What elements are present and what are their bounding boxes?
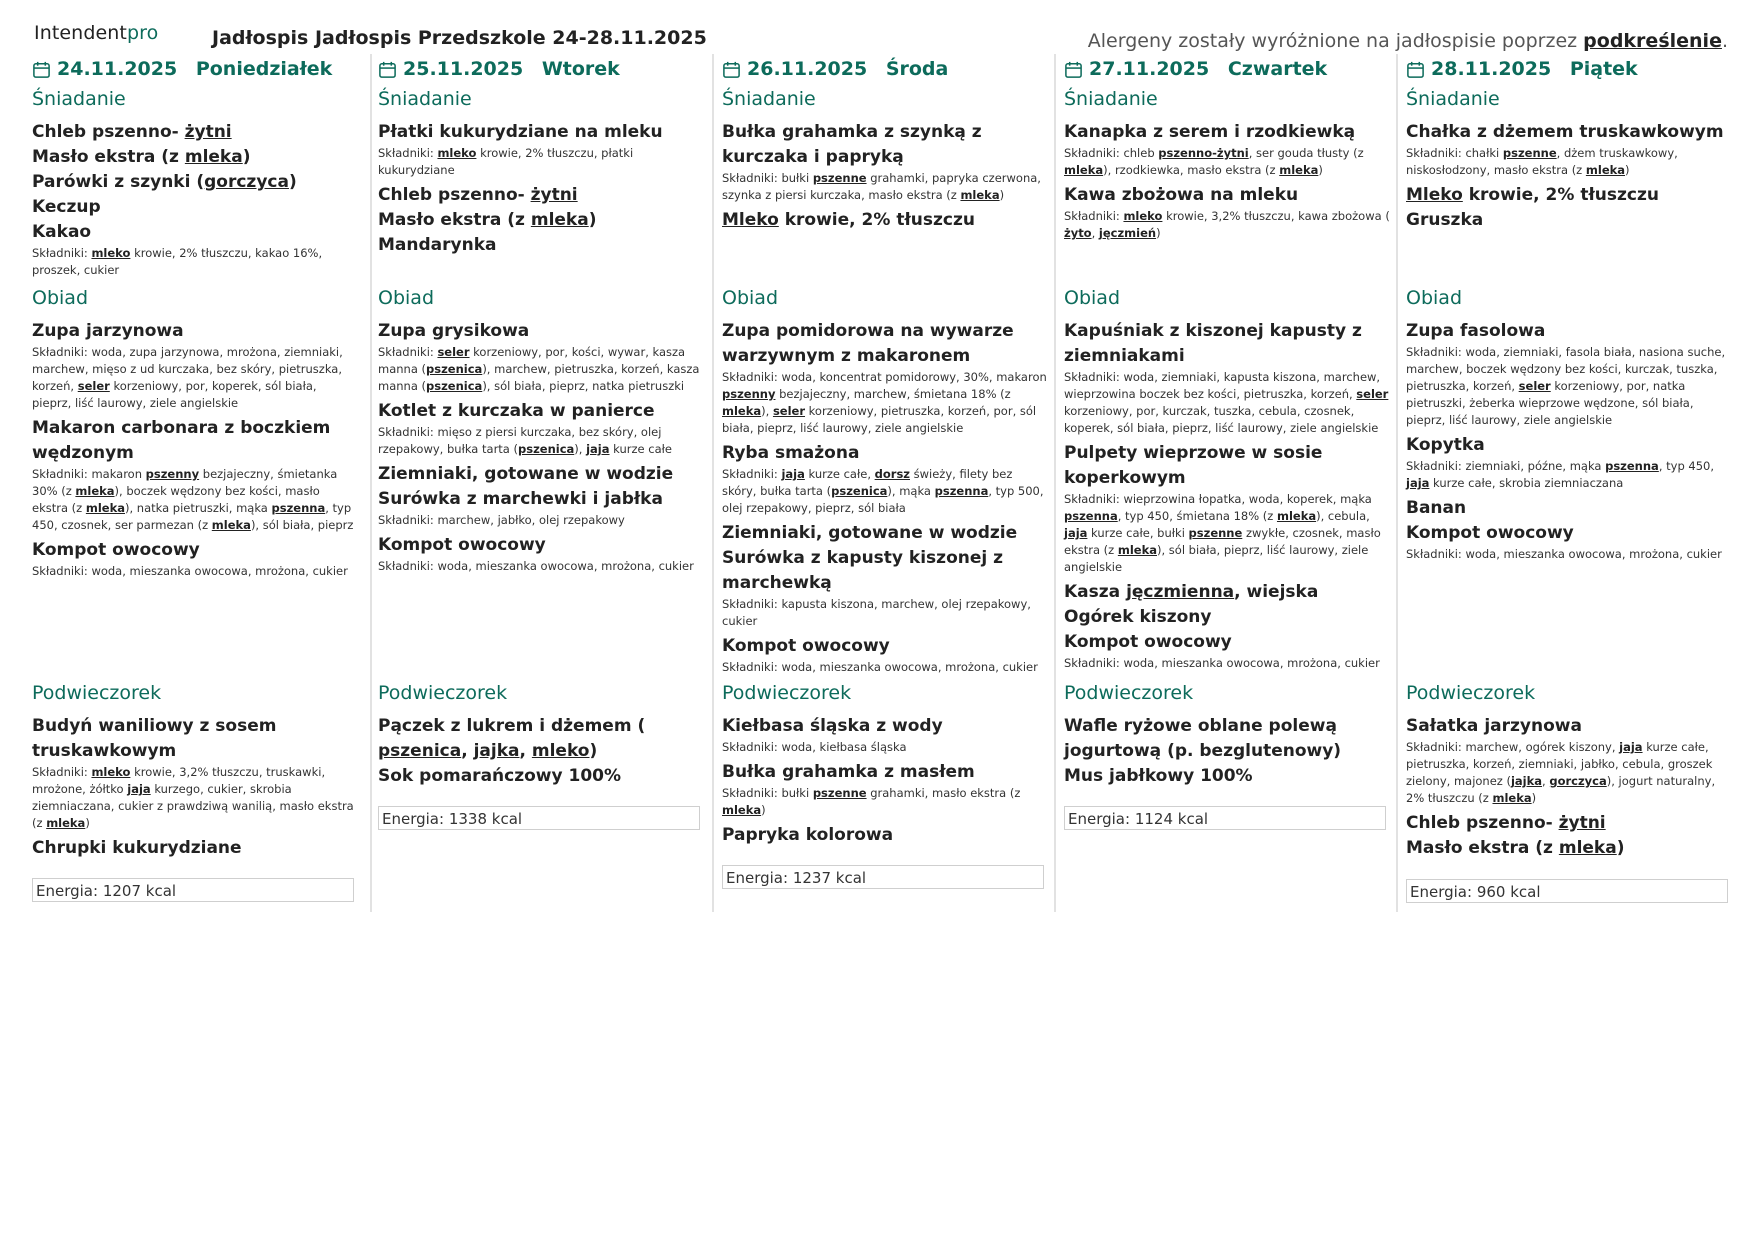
day-weekday: Środa — [885, 58, 949, 80]
meal-items-snack — [1064, 714, 1390, 789]
dish-name: Sok pomarańczowy 100% — [378, 766, 622, 786]
ingredients-text: Składniki: jaja kurze całe, dorsz świeży, filety bez skóry, bułka tarta (pszenica), mąka pszenna, typ 500, olej rzepakowy, pieprz, sól biała — [722, 467, 1044, 515]
day-column-wednesday — [712, 54, 1047, 912]
dish-name: Mus jabłkowy 100% — [1064, 766, 1253, 786]
dish-name: Mandarynka — [378, 235, 497, 255]
allergen-highlight: żytni — [184, 122, 232, 142]
allergen-highlight: żytni — [530, 185, 578, 205]
dish-name: Płatki kukurydziane na mleku — [378, 122, 663, 142]
allergen-highlight: mleka — [722, 803, 762, 817]
day-header — [378, 58, 620, 80]
dish-name: Chałka z dżemem truskawkowym — [1406, 122, 1724, 142]
dish-name: Masło ekstra (z mleka) — [1406, 838, 1625, 858]
meal-items-snack — [1406, 714, 1726, 861]
ingredients-text: Składniki: mleko krowie, 3,2% tłuszczu, kawa zbożowa ( żyto, jęczmień) — [1064, 209, 1390, 240]
ingredients-text: Składniki: woda, koncentrat pomidorowy, 30%, makaron pszenny bezjajeczny, marchew, śmietana 18% (z mleka), seler korzeniowy, pietruszka, korzeń, por, sól biała, pieprz, liść laurowy, ziele angielskie — [722, 370, 1047, 435]
day-date: 27.11.2025 — [1089, 58, 1210, 80]
day-column-monday — [28, 54, 361, 912]
meal-title-breakfast: Śniadanie — [722, 88, 816, 110]
calendar-icon — [722, 60, 741, 79]
meal-title-snack: Podwieczorek — [1064, 682, 1194, 704]
allergen-highlight: mleko — [437, 146, 477, 160]
meal-title-breakfast: Śniadanie — [32, 88, 126, 110]
allergen-highlight: pszenna — [1064, 509, 1118, 523]
logo-accent-text: pro — [126, 22, 159, 44]
dish-name: Kakao — [32, 222, 92, 242]
allergen-highlight: pszenne — [812, 171, 867, 185]
ingredients-text: Składniki: mleko krowie, 2% tłuszczu, płatki kukurydziane — [378, 146, 634, 177]
meal-title-lunch: Obiad — [32, 287, 88, 309]
allergen-highlight: Mleko — [722, 210, 779, 230]
ingredients-text: Składniki: marchew, jabłko, olej rzepakowy — [378, 513, 625, 527]
meal-items-snack — [378, 714, 704, 789]
day-column-tuesday — [370, 54, 705, 912]
allergen-note — [1088, 30, 1728, 52]
meal-title-lunch: Obiad — [1406, 287, 1462, 309]
ingredients-text: Składniki: chleb pszenno-żytni, ser gouda tłusty (z mleka), rzodkiewka, masło ekstra (z mleka) — [1064, 146, 1364, 177]
meal-title-snack: Podwieczorek — [378, 682, 508, 704]
allergen-highlight: mleka — [1279, 163, 1319, 177]
ingredients-text: Składniki: marchew, ogórek kiszony, jaja kurze całe, pietruszka, korzeń, ziemniaki, jabłko, cebula, groszek zielony, majonez (jajka, gorczyca), jogurt naturalny, 2% tłuszczu (z mleka) — [1406, 740, 1716, 805]
ingredients-text: Składniki: woda, mieszanka owocowa, mrożona, cukier — [1406, 547, 1722, 561]
dish-name: Parówki z szynki (gorczyca) — [32, 172, 297, 192]
ingredients-text: Składniki: mleko krowie, 3,2% tłuszczu, truskawki, mrożone, żółtko jaja kurzego, cukier, skrobia ziemniaczana, cukier z prawdziwą wanilią, masło ekstra (z mleka) — [32, 765, 354, 830]
ingredients-text: Składniki: woda, ziemniaki, fasola biała, nasiona suche, marchew, boczek wędzony bez kości, kurczak, tuszka, pietruszka, korzeń, seler korzeniowy, por, natka pietruszki, żeberka wieprzowe wędzone, sól biała, pieprz, liść laurowy, ziele angielskie — [1406, 345, 1726, 427]
calendar-icon — [1406, 60, 1425, 79]
dish-name: Zupa jarzynowa — [32, 321, 184, 341]
dish-name: Keczup — [32, 197, 101, 217]
ingredients-text: Składniki: seler korzeniowy, por, kości, wywar, kasza manna (pszenica), marchew, pietruszka, korzeń, kasza manna (pszenica), sól biała, pieprz, natka pietruszki — [378, 345, 700, 393]
allergen-highlight: mleka — [1276, 509, 1317, 523]
allergen-note-word: podkreślenie — [1583, 30, 1722, 52]
calendar-icon — [378, 60, 397, 79]
allergen-highlight: jaja — [586, 442, 610, 456]
allergen-highlight: mleka — [1585, 163, 1626, 177]
dish-name: Surówka z marchewki i jabłka — [378, 489, 663, 509]
meal-items-breakfast — [722, 120, 1048, 233]
allergen-note-suffix: . — [1721, 30, 1728, 52]
logo-main-text: Intendent — [34, 22, 127, 44]
meal-title-lunch: Obiad — [722, 287, 778, 309]
dish-name: Kiełbasa śląska z wody — [722, 716, 943, 736]
dish-name: Pączek z lukrem i dżemem ( pszenica, jajka, mleko) — [378, 716, 646, 761]
day-column-friday — [1396, 54, 1730, 912]
meal-items-breakfast — [1406, 120, 1726, 233]
allergen-highlight: mleka — [530, 210, 589, 230]
meal-items-breakfast — [32, 120, 358, 283]
day-date: 26.11.2025 — [747, 58, 868, 80]
allergen-highlight: seler — [77, 379, 110, 393]
allergen-highlight: mleka — [211, 518, 251, 532]
dish-name: Kopytka — [1406, 435, 1485, 455]
dish-name: Wafle ryżowe oblane polewą jogurtową (p. bezglutenowy) — [1064, 716, 1342, 761]
energy-total: Energia: 1207 kcal — [32, 878, 354, 902]
ingredients-text: Składniki: chałki pszenne, dżem truskawkowy, niskosłodzony, masło ekstra (z mleka) — [1406, 146, 1678, 177]
brand-logo — [34, 22, 158, 44]
dish-name: Kompot owocowy — [722, 636, 890, 656]
meal-title-breakfast: Śniadanie — [1406, 88, 1500, 110]
allergen-highlight: pszenica — [831, 484, 888, 498]
energy-total: Energia: 1237 kcal — [722, 865, 1044, 889]
ingredients-text: Składniki: bułki pszenne grahamki, masło ekstra (z mleka) — [722, 786, 1021, 817]
meal-title-snack: Podwieczorek — [32, 682, 162, 704]
allergen-highlight: seler — [772, 404, 806, 418]
calendar-icon — [1064, 60, 1083, 79]
meal-items-snack — [722, 714, 1048, 848]
day-date: 28.11.2025 — [1431, 58, 1552, 80]
allergen-highlight: seler — [1356, 387, 1389, 401]
day-weekday: Piątek — [1569, 58, 1638, 80]
dish-name: Mleko krowie, 2% tłuszczu — [722, 210, 975, 230]
dish-name: Chleb pszenno- żytni — [378, 185, 578, 205]
dish-name: Kompot owocowy — [1406, 523, 1574, 543]
allergen-highlight: jaja — [1406, 476, 1430, 490]
day-date: 25.11.2025 — [403, 58, 524, 80]
allergen-highlight: mleka — [960, 188, 1000, 202]
allergen-highlight: pszenica — [378, 741, 462, 761]
meal-items-snack — [32, 714, 358, 861]
allergen-highlight: mleka — [1064, 163, 1104, 177]
ingredients-text: Składniki: woda, mieszanka owocowa, mrożona, cukier — [32, 564, 348, 578]
energy-total: Energia: 960 kcal — [1406, 879, 1728, 903]
dish-name: Ogórek kiszony — [1064, 607, 1212, 627]
dish-name: Bułka grahamka z masłem — [722, 762, 975, 782]
dish-name: Surówka z kapusty kiszonej z marchewką — [722, 548, 1004, 593]
ingredients-text: Składniki: mięso z piersi kurczaka, bez skóry, olej rzepakowy, bułka tarta (pszenica), jaja kurze całe — [378, 425, 672, 456]
ingredients-text: Składniki: woda, kiełbasa śląska — [722, 740, 907, 754]
ingredients-text: Składniki: mleko krowie, 2% tłuszczu, kakao 16%, proszek, cukier — [32, 246, 323, 277]
allergen-highlight: mleka — [75, 484, 115, 498]
dish-name: Zupa pomidorowa na wywarze warzywnym z makaronem — [722, 321, 1014, 366]
meal-title-lunch: Obiad — [378, 287, 434, 309]
dish-name: Masło ekstra (z mleka) — [32, 147, 251, 167]
dish-name: Zupa fasolowa — [1406, 321, 1546, 341]
meal-title-breakfast: Śniadanie — [1064, 88, 1158, 110]
meal-title-snack: Podwieczorek — [1406, 682, 1536, 704]
allergen-highlight: mleka — [46, 816, 86, 830]
dish-name: Papryka kolorowa — [722, 825, 894, 845]
allergen-highlight: mleka — [184, 147, 243, 167]
dish-name: Chleb pszenno- żytni — [32, 122, 232, 142]
ingredients-text: Składniki: kapusta kiszona, marchew, olej rzepakowy, cukier — [722, 597, 1031, 628]
day-weekday: Wtorek — [541, 58, 620, 80]
allergen-highlight: mleka — [1492, 791, 1532, 805]
allergen-highlight: pszenica — [426, 379, 483, 393]
allergen-highlight: jaja — [781, 467, 805, 481]
allergen-highlight: mleko — [531, 741, 590, 761]
allergen-highlight: jaja — [127, 782, 151, 796]
allergen-highlight: seler — [437, 345, 470, 359]
allergen-note-prefix: Alergeny zostały wyróżnione na jadłospisie poprzez — [1087, 30, 1584, 52]
dish-name: Mleko krowie, 2% tłuszczu — [1406, 185, 1659, 205]
allergen-highlight: pszenne — [1188, 526, 1243, 540]
dish-name: Kasza jęczmienna, wiejska — [1064, 582, 1319, 602]
day-header — [722, 58, 948, 80]
dish-name: Ziemniaki, gotowane w wodzie — [722, 523, 1018, 543]
allergen-highlight: mleka — [722, 404, 762, 418]
dish-name: Pulpety wieprzowe w sosie koperkowym — [1064, 443, 1323, 488]
allergen-highlight: pszenna — [934, 484, 989, 498]
allergen-highlight: mleka — [1558, 838, 1617, 858]
allergen-highlight: jaja — [1064, 526, 1088, 540]
dish-name: Kotlet z kurczaka w panierce — [378, 401, 655, 421]
allergen-highlight: pszenno-żytni — [1158, 146, 1249, 160]
allergen-highlight: gorczyca — [1549, 774, 1607, 788]
dish-name: Kompot owocowy — [1064, 632, 1232, 652]
dish-name: Ziemniaki, gotowane w wodzie — [378, 464, 674, 484]
allergen-highlight: żyto — [1064, 226, 1092, 240]
allergen-highlight: żytni — [1558, 813, 1606, 833]
meal-items-lunch — [378, 319, 704, 579]
dish-name: Gruszka — [1406, 210, 1484, 230]
dish-name: Bułka grahamka z szynką z kurczaka i papryką — [722, 122, 982, 167]
dish-name: Budyń waniliowy z sosem truskawkowym — [32, 716, 277, 761]
ingredients-text: Składniki: makaron pszenny bezjajeczny, śmietanka 30% (z mleka), boczek wędzony bez kości, masło ekstra (z mleka), natka pietruszki, mąka pszenna, typ 450, czosnek, ser parmezan (z mleka), sól biała, pieprz — [32, 467, 354, 532]
allergen-highlight: mleko — [91, 246, 131, 260]
allergen-highlight: seler — [1518, 379, 1551, 393]
ingredients-text: Składniki: bułki pszenne grahamki, papryka czerwona, szynka z piersi kurczaka, masło ekstra (z mleka) — [722, 171, 1041, 202]
meal-title-breakfast: Śniadanie — [378, 88, 472, 110]
day-weekday: Czwartek — [1227, 58, 1328, 80]
allergen-highlight: jajka — [473, 741, 520, 761]
meal-title-snack: Podwieczorek — [722, 682, 852, 704]
allergen-highlight: pszenny — [722, 387, 776, 401]
page-title: Jadłospis Jadłospis Przedszkole 24-28.11.2025 — [212, 27, 707, 49]
dish-name: Chrupki kukurydziane — [32, 838, 242, 858]
day-date: 24.11.2025 — [57, 58, 178, 80]
allergen-highlight: jaja — [1619, 740, 1643, 754]
menu-week-grid — [28, 54, 1728, 912]
energy-total: Energia: 1338 kcal — [378, 806, 700, 830]
ingredients-text: Składniki: woda, mieszanka owocowa, mrożona, cukier — [722, 660, 1038, 674]
ingredients-text: Składniki: woda, mieszanka owocowa, mrożona, cukier — [1064, 656, 1380, 670]
allergen-highlight: jęczmienna — [1126, 582, 1235, 602]
meal-title-lunch: Obiad — [1064, 287, 1120, 309]
dish-name: Kapuśniak z kiszonej kapusty z ziemniakami — [1064, 321, 1362, 366]
dish-name: Ryba smażona — [722, 443, 860, 463]
allergen-highlight: pszenica — [426, 362, 483, 376]
calendar-icon — [32, 60, 51, 79]
ingredients-text: Składniki: woda, ziemniaki, kapusta kiszona, marchew, wieprzowina boczek bez kości, pietruszka, korzeń, seler korzeniowy, por, kurczak, tuszka, cebula, czosnek, koperek, sól biała, pieprz, liść laurowy, ziele angielskie — [1064, 370, 1389, 435]
allergen-highlight: gorczyca — [204, 172, 289, 192]
allergen-highlight: pszenica — [518, 442, 575, 456]
dish-name: Kanapka z serem i rzodkiewką — [1064, 122, 1356, 142]
meal-items-lunch — [1406, 319, 1726, 567]
dish-name: Zupa grysikowa — [378, 321, 530, 341]
dish-name: Kompot owocowy — [378, 535, 546, 555]
allergen-highlight: pszenna — [271, 501, 326, 515]
allergen-highlight: dorsz — [874, 467, 910, 481]
meal-items-lunch — [722, 319, 1048, 680]
day-header — [1064, 58, 1327, 80]
allergen-highlight: mleko — [91, 765, 131, 779]
meal-items-breakfast — [1064, 120, 1390, 246]
dish-name: Banan — [1406, 498, 1467, 518]
dish-name: Kompot owocowy — [32, 540, 200, 560]
allergen-highlight: pszenna — [1605, 459, 1659, 473]
dish-name: Masło ekstra (z mleka) — [378, 210, 597, 230]
ingredients-text: Składniki: woda, zupa jarzynowa, mrożona, ziemniaki, marchew, mięso z ud kurczaka, bez skóry, pietruszka, korzeń, seler korzeniowy, por, koperek, sól biała, pieprz, liść laurowy, ziele angielskie — [32, 345, 343, 410]
meal-items-breakfast — [378, 120, 704, 258]
dish-name: Chleb pszenno- żytni — [1406, 813, 1606, 833]
allergen-highlight: mleko — [1123, 209, 1163, 223]
day-header — [1406, 58, 1638, 80]
allergen-highlight: mleka — [85, 501, 125, 515]
allergen-highlight: pszenny — [145, 467, 200, 481]
allergen-highlight: Mleko — [1406, 185, 1463, 205]
meal-items-lunch — [32, 319, 358, 584]
dish-name: Sałatka jarzynowa — [1406, 716, 1582, 736]
day-column-thursday — [1054, 54, 1389, 912]
ingredients-text: Składniki: wieprzowina łopatka, woda, koperek, mąka pszenna, typ 450, śmietana 18% (z mleka), cebula, jaja kurze całe, bułki pszenne zwykłe, czosnek, masło ekstra (z mleka), sól biała, pieprz, liść laurowy, ziele angielskie — [1064, 492, 1381, 574]
day-header — [32, 58, 332, 80]
meal-items-lunch — [1064, 319, 1390, 676]
energy-total: Energia: 1124 kcal — [1064, 806, 1386, 830]
allergen-highlight: pszenne — [1502, 146, 1557, 160]
ingredients-text: Składniki: woda, mieszanka owocowa, mrożona, cukier — [378, 559, 694, 573]
allergen-highlight: jęczmień — [1098, 226, 1157, 240]
dish-name: Kawa zbożowa na mleku — [1064, 185, 1299, 205]
allergen-highlight: pszenne — [812, 786, 867, 800]
ingredients-text: Składniki: ziemniaki, późne, mąka pszenna, typ 450, jaja kurze całe, skrobia ziemniaczana — [1406, 459, 1715, 490]
allergen-highlight: jajka — [1510, 774, 1543, 788]
day-weekday: Poniedziałek — [195, 58, 333, 80]
allergen-highlight: mleka — [1117, 543, 1157, 557]
dish-name: Makaron carbonara z boczkiem wędzonym — [32, 418, 331, 463]
